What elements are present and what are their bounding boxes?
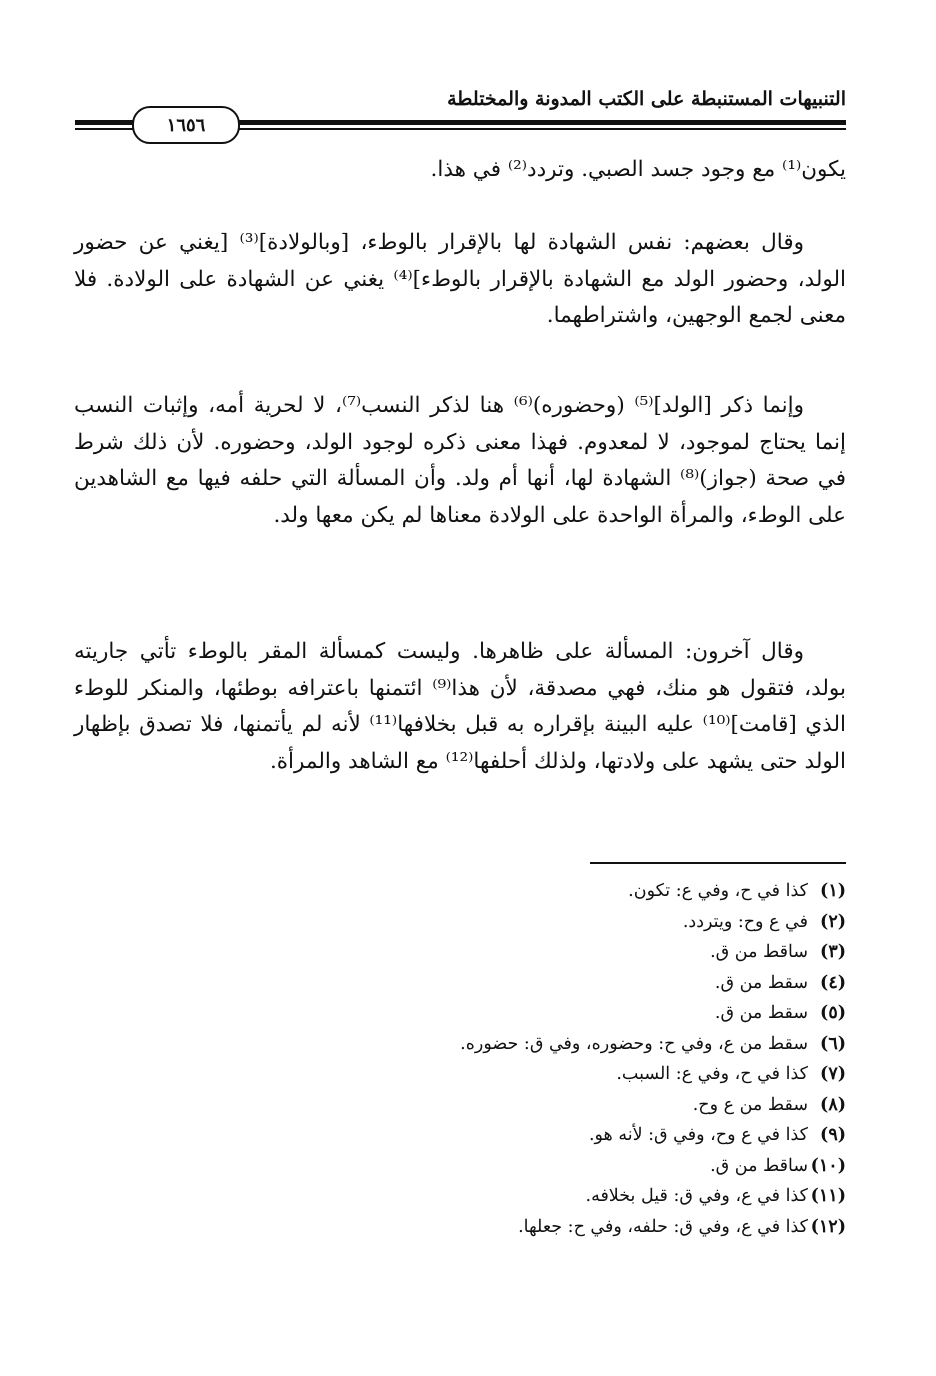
footnote-text: سقط من ق. [714, 1003, 808, 1023]
footnote-text: كذا في ع، وفي ق: حلفه، وفي ح: جعلها. [518, 1216, 808, 1237]
footnote-text: ساقط من ق. [710, 1155, 808, 1176]
page-number: ١٦٥٦ [166, 114, 206, 136]
footnote-number: (١) [820, 881, 846, 901]
footnote-item [286, 1120, 846, 1151]
footnote-number: (٣) [820, 942, 846, 962]
page-number-badge [132, 106, 240, 144]
paragraph-1-text: يكون⁽¹⁾ مع وجود جسد الصبي. وتردد⁽²⁾ في هذا. [430, 157, 846, 182]
footnote-number: (٦) [820, 1033, 846, 1054]
footnote-text: كذا في ح، وفي ع: السبب. [616, 1064, 808, 1084]
footnote-number: (٢) [820, 911, 846, 932]
footnote-text: سقط من ق. [714, 972, 808, 993]
paragraph-4 [74, 634, 846, 780]
footnote-item [286, 1029, 846, 1060]
footnote-item [286, 907, 846, 938]
footnote-item [286, 1212, 846, 1243]
footnote-text: في ع وح: ويتردد. [682, 911, 808, 932]
paragraph-4-text: وقال آخرون: المسألة على ظاهرها. وليست كمسألة المقر بالوطء تأتي جاريته بولد، فتقول هو منك، فهي مصدقة، لأن هذا⁽⁹⁾ ائتمنها باعترافه بوطئها، والمنكر للوطء الذي [قامت]⁽¹⁰⁾ عليه البينة بإقراره به قبل بخلافها⁽¹¹⁾ لأنه لم يأتمنها، فلا تصدق بإظهار الولد حتى يشهد على ولادتها، ولذلك أحلفها⁽¹²⁾ مع الشاهد والمرأة. [74, 639, 847, 774]
paragraph-3-text: وإنما ذكر [الولد]⁽⁵⁾ (وحضوره)⁽⁶⁾ هنا لذكر النسب⁽⁷⁾، لا لحرية أمه، وإثبات النسب إنما يحتاج لموجود، لا لمعدوم. فهذا معنى ذكره لوجود الولد، وحضوره. لأن ذلك شرط في صحة (جواز)⁽⁸⁾ الشهادة لها، أنها أم ولد. وأن المسألة التي حلفه فيها مع الشاهدين على الوطء، والمرأة الواحدة على الولادة معناها لم يكن معها ولد. [74, 393, 846, 528]
footnote-text: سقط من ع، وفي ح: وحضوره، وفي ق: حضوره. [460, 1033, 808, 1054]
footnote-item [286, 876, 846, 907]
footnote-number: (٥) [820, 1003, 846, 1023]
footnote-text: كذا في ح، وفي ع: تكون. [628, 881, 808, 901]
footnote-text: كذا في ع، وفي ق: قيل بخلافه. [585, 1186, 808, 1206]
footnote-item [286, 937, 846, 968]
footnote-number: (٤) [820, 972, 846, 993]
footnote-number: (٨) [820, 1094, 846, 1115]
paragraph-1 [74, 152, 846, 189]
footnote-number: (١٢) [810, 1216, 846, 1237]
paragraph-2-text: وقال بعضهم: نفس الشهادة لها بالإقرار بالوطء، [وبالولادة]⁽³⁾ [يغني عن حضور الولد، وحضور الولد مع الشهادة بالإقرار بالوطء]⁽⁴⁾ يغني عن الشهادة على الولادة. فلا معنى لجمع الوجهين، واشتراطهما. [74, 230, 846, 328]
footnote-item [286, 1181, 846, 1212]
footnote-item [286, 998, 846, 1029]
footnote-item [286, 968, 846, 999]
paragraph-2 [74, 225, 846, 335]
footnote-number: (٩) [820, 1125, 846, 1145]
footnote-item [286, 1090, 846, 1121]
footnotes [286, 876, 846, 1242]
footnote-item [286, 1151, 846, 1182]
header-title: التنبيهات المستنبطة على الكتب المدونة والمختلطة [447, 88, 846, 110]
footnote-number: (١٠) [810, 1155, 846, 1176]
footnote-text: سقط من ع وح. [692, 1094, 808, 1115]
footnote-number: (١١) [810, 1186, 846, 1206]
footnote-text: كذا في ع وح، وفي ق: لأنه هو. [588, 1125, 808, 1145]
footnote-text: ساقط من ق. [710, 942, 808, 962]
footnote-number: (٧) [820, 1064, 846, 1084]
footnote-item [286, 1059, 846, 1090]
footnote-separator [590, 862, 846, 864]
paragraph-3 [74, 388, 846, 534]
